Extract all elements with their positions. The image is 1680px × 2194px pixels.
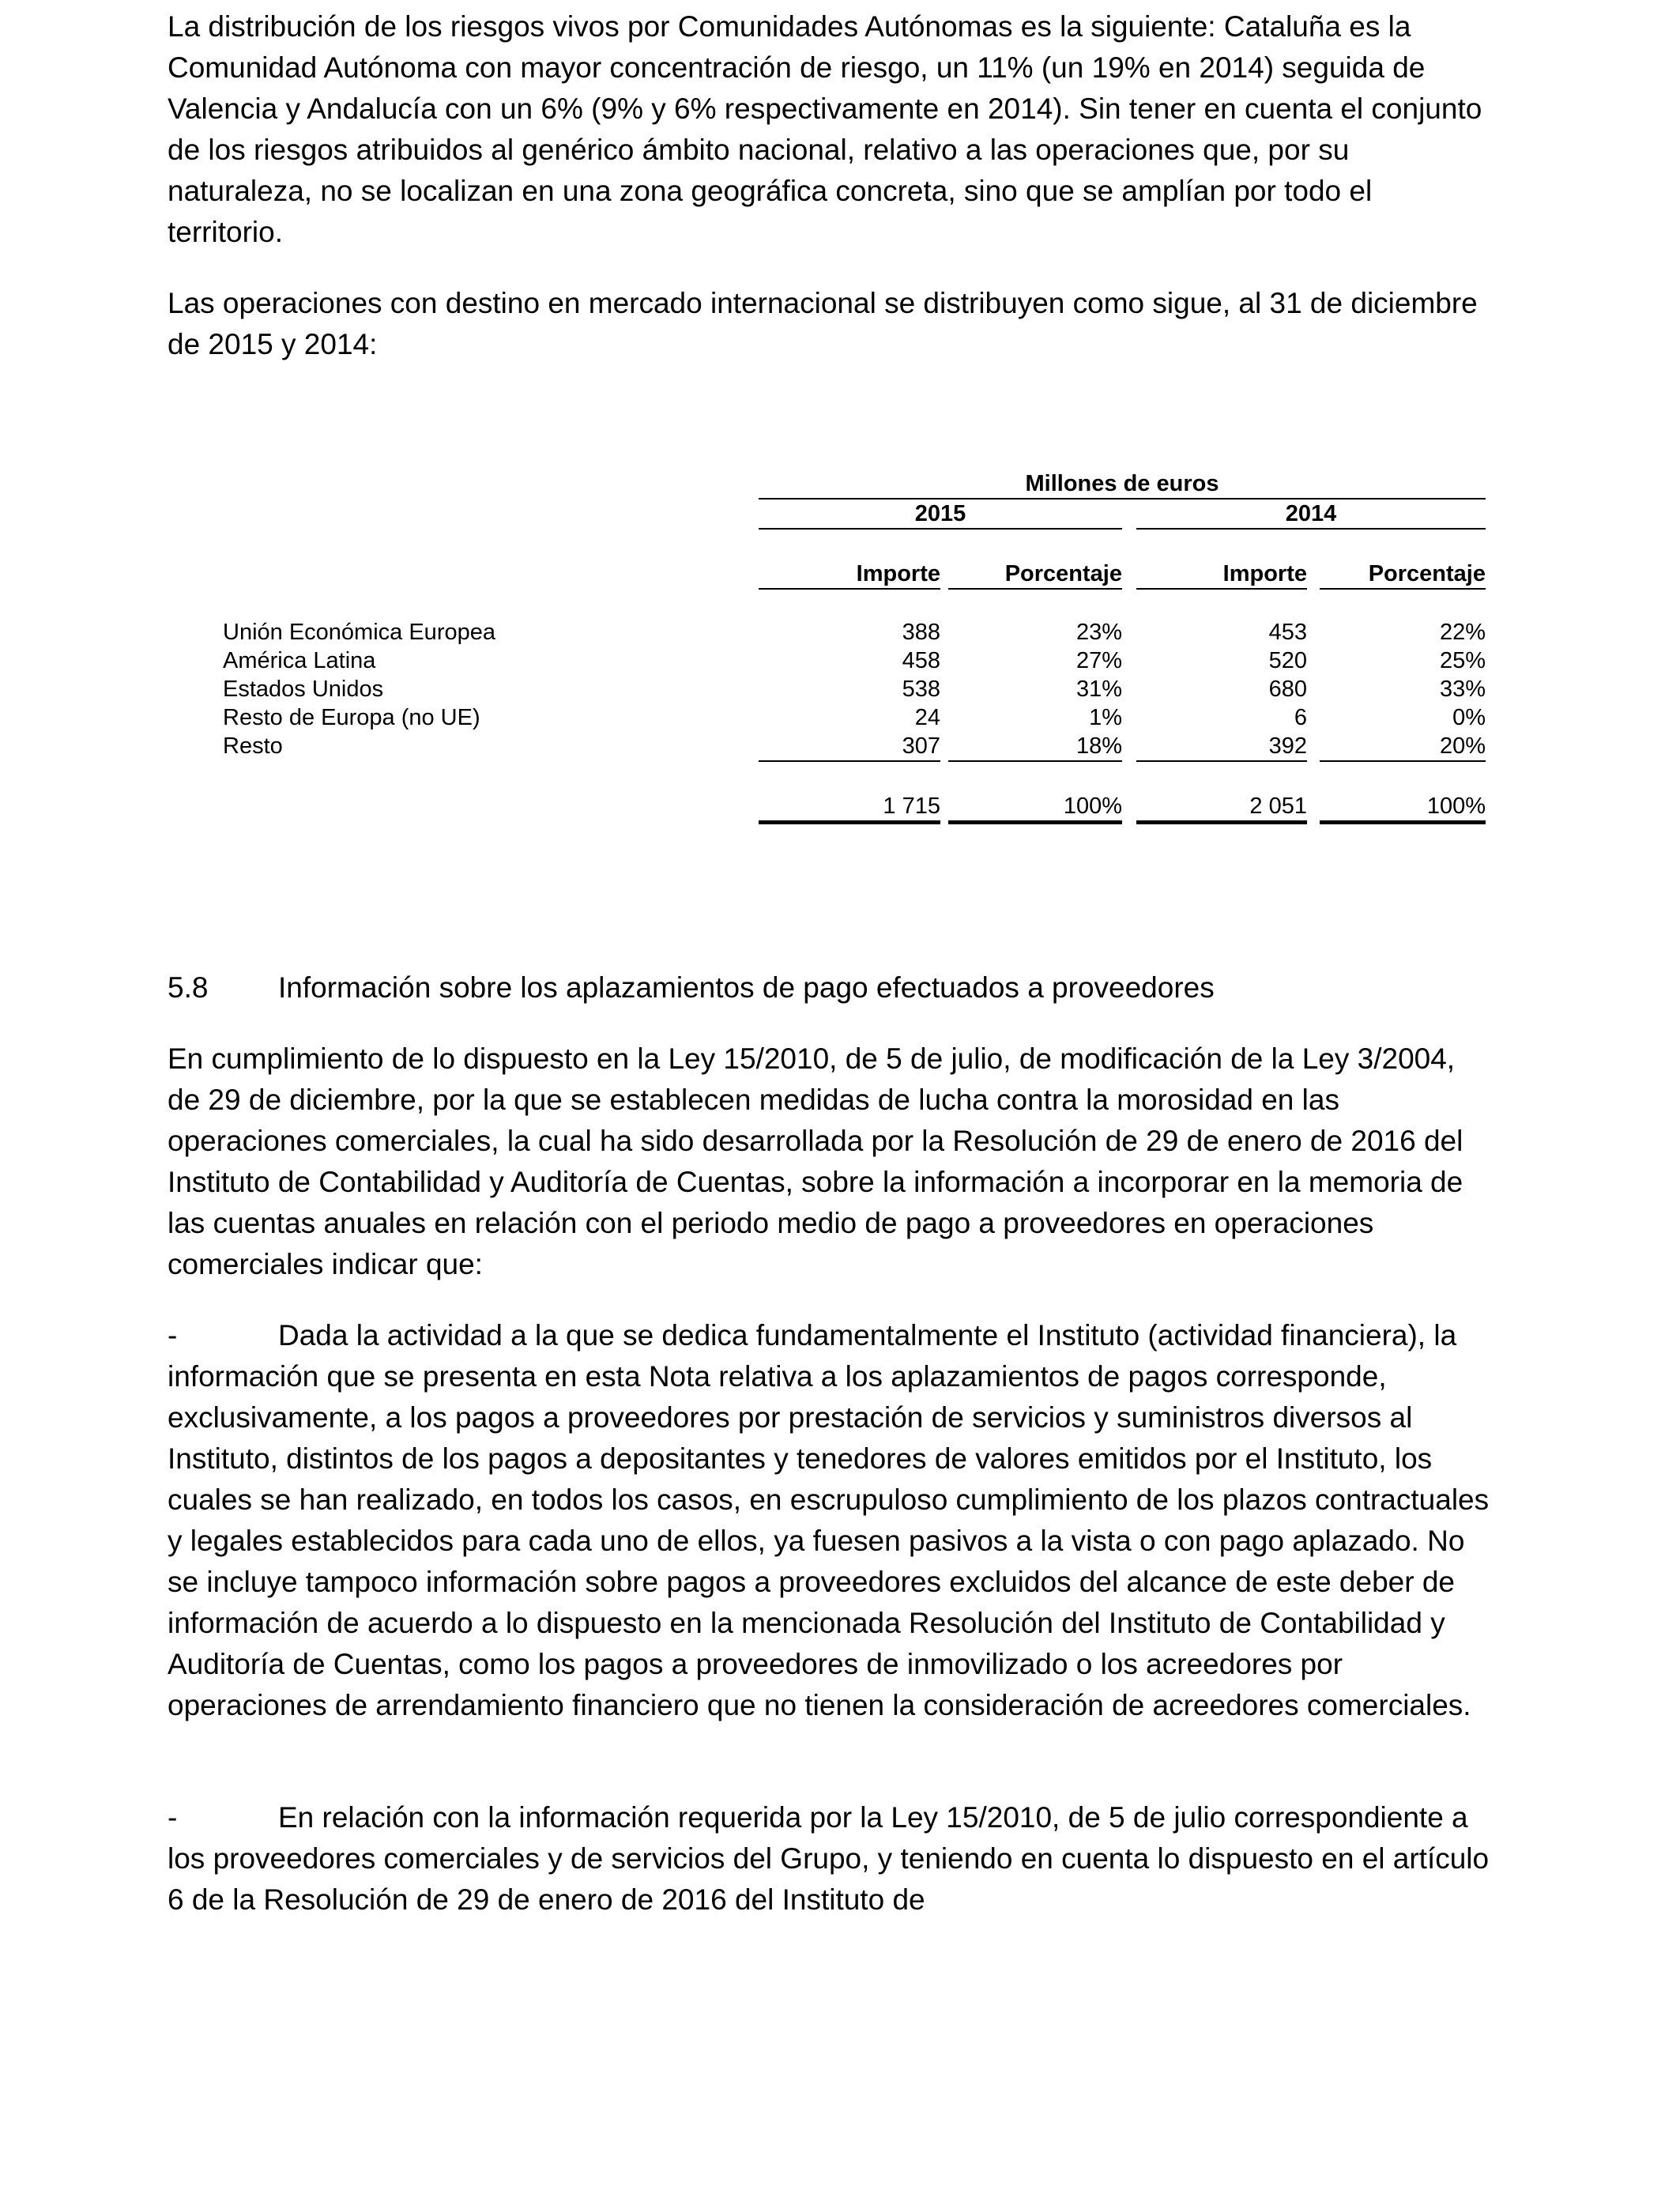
subtotal-rule (759, 760, 940, 762)
col-header-porcentaje-2015: Porcentaje (1004, 561, 1122, 586)
cell-porcentaje-2014: 25% (1439, 648, 1486, 673)
col-header-porcentaje-2014: Porcentaje (1368, 561, 1486, 586)
cell-porcentaje-2015: 1% (1089, 705, 1122, 730)
col-rule (1320, 588, 1486, 590)
bullet-actividad-financiera (168, 1315, 1495, 1726)
section-title: Información sobre los aplazamientos de pago efectuados a proveedores (278, 971, 1215, 1004)
year-2015-rule (759, 528, 1122, 530)
col-rule (759, 588, 940, 590)
cell-importe-2014: 520 (1268, 648, 1307, 673)
subtotal-rule (1136, 760, 1307, 762)
row-label: Unión Económica Europea (223, 620, 495, 645)
cell-importe-2014: 392 (1268, 733, 1307, 759)
cell-importe-2014: 6 (1294, 705, 1307, 730)
international-distribution-table (0, 0, 1680, 869)
table-unit-header: Millones de euros (1025, 471, 1219, 496)
cell-importe-2015: 388 (902, 620, 940, 645)
paragraph-riesgos-ccaa: La distribución de los riesgos vivos por Comunidades Autónomas es la siguiente: Cataluña es la Comunidad Autónoma con mayor concentración de riesgo, un 11% (un 19% en 2014) seguida de Valencia y Andalucía con un 6% (9% y 6% respectivamente en 2014). Sin tener en cuenta el conjunto de los riesgos atribuidos al genérico ámbito nacional, relativo a las operaciones que, por su naturaleza, no se localizan en una zona geográfica concreta, sino que se amplían por todo el territorio. (168, 10, 1482, 248)
bullet-text: En relación con la información requerida por la Ley 15/2010, de 5 de julio correspondiente a los proveedores comerciales y de servicios del Grupo, y teniendo en cuenta lo dispuesto en el artículo 6 de la Resolución de 29 de enero de 2016 del Instituto de (168, 1801, 1490, 1916)
total-porcentaje-2014: 100% (1426, 794, 1486, 819)
bullet-informacion-requerida (168, 1797, 1495, 1921)
cell-importe-2015: 538 (902, 677, 940, 702)
paragraph-mercado-internacional: Las operaciones con destino en mercado internacional se distribuyen como sigue, al 31 de diciembre de 2015 y 2014: (168, 287, 1478, 360)
col-header-importe-2014: Importe (1222, 561, 1307, 586)
cell-porcentaje-2015: 27% (1075, 648, 1122, 673)
year-2015-header: 2015 (914, 501, 966, 526)
section-number: 5.8 (168, 971, 209, 1004)
subtotal-rule (948, 760, 1122, 762)
cell-porcentaje-2014: 33% (1439, 677, 1486, 702)
total-double-rule (1320, 820, 1486, 824)
cell-porcentaje-2014: 0% (1452, 705, 1486, 730)
row-label: Resto de Europa (no UE) (223, 705, 480, 730)
row-label: Resto (223, 733, 283, 759)
cell-importe-2015: 458 (902, 648, 940, 673)
cell-importe-2014: 680 (1268, 677, 1307, 702)
total-importe-2014: 2 051 (1249, 794, 1307, 819)
cell-importe-2015: 307 (902, 733, 940, 759)
year-2014-rule (1136, 528, 1486, 530)
total-double-rule (1136, 820, 1307, 824)
total-double-rule (759, 820, 940, 824)
bullet-marker: - (168, 1801, 178, 1834)
bullet-marker: - (168, 1319, 178, 1351)
subtotal-rule (1320, 760, 1486, 762)
cell-porcentaje-2015: 31% (1075, 677, 1122, 702)
paragraph-ley-15-2010: En cumplimiento de lo dispuesto en la Ley 15/2010, de 5 de julio, de modificación de la Ley 3/2004, de 29 de diciembre, por la que se establecen medidas de lucha contra la morosidad en las operaciones comerciales, la cual ha sido desarrollada por la Resolución de 29 de enero de 2016 del Instituto de Contabilidad y Auditoría de Cuentas, sobre la información a incorporar en la memoria de las cuentas anuales en relación con el periodo medio de pago a proveedores en operaciones comerciales indicar que: (168, 1042, 1463, 1280)
row-label: Estados Unidos (223, 677, 384, 702)
total-importe-2015: 1 715 (883, 794, 940, 819)
cell-porcentaje-2015: 23% (1075, 620, 1122, 645)
cell-porcentaje-2015: 18% (1075, 733, 1122, 759)
col-header-importe-2015: Importe (856, 561, 940, 586)
total-porcentaje-2015: 100% (1063, 794, 1122, 819)
year-2014-header: 2014 (1285, 501, 1337, 526)
bullet-text: Dada la actividad a la que se dedica fundamentalmente el Instituto (actividad financiera), la información que se presenta en esta Nota relativa a los aplazamientos de pagos corresponde, exclusivamente, a los pagos a proveedores por prestación de servicios y suministros diversos al Instituto, distintos de los pagos a depositantes y tenedores de valores emitidos por el Instituto, los cuales se han realizado, en todos los casos, en escrupuloso cumplimiento de los plazos contractuales y legales establecidos para cada uno de ellos, ya fuesen pasivos a la vista o con pago aplazado. No se incluye tampoco información sobre pagos a proveedores excluidos del alcance de este deber de información de acuerdo a lo dispuesto en la mencionada Resolución del Instituto de Contabilidad y Auditoría de Cuentas, como los pagos a proveedores de inmovilizado o los acreedores por operaciones de arrendamiento financiero que no tienen la consideración de acreedores comerciales. (168, 1319, 1490, 1721)
cell-importe-2014: 453 (1268, 620, 1307, 645)
cell-porcentaje-2014: 22% (1439, 620, 1486, 645)
total-double-rule (948, 820, 1122, 824)
col-rule (948, 588, 1122, 590)
row-label: América Latina (223, 648, 376, 673)
cell-porcentaje-2014: 20% (1439, 733, 1486, 759)
cell-importe-2015: 24 (914, 705, 940, 730)
col-rule (1136, 588, 1307, 590)
